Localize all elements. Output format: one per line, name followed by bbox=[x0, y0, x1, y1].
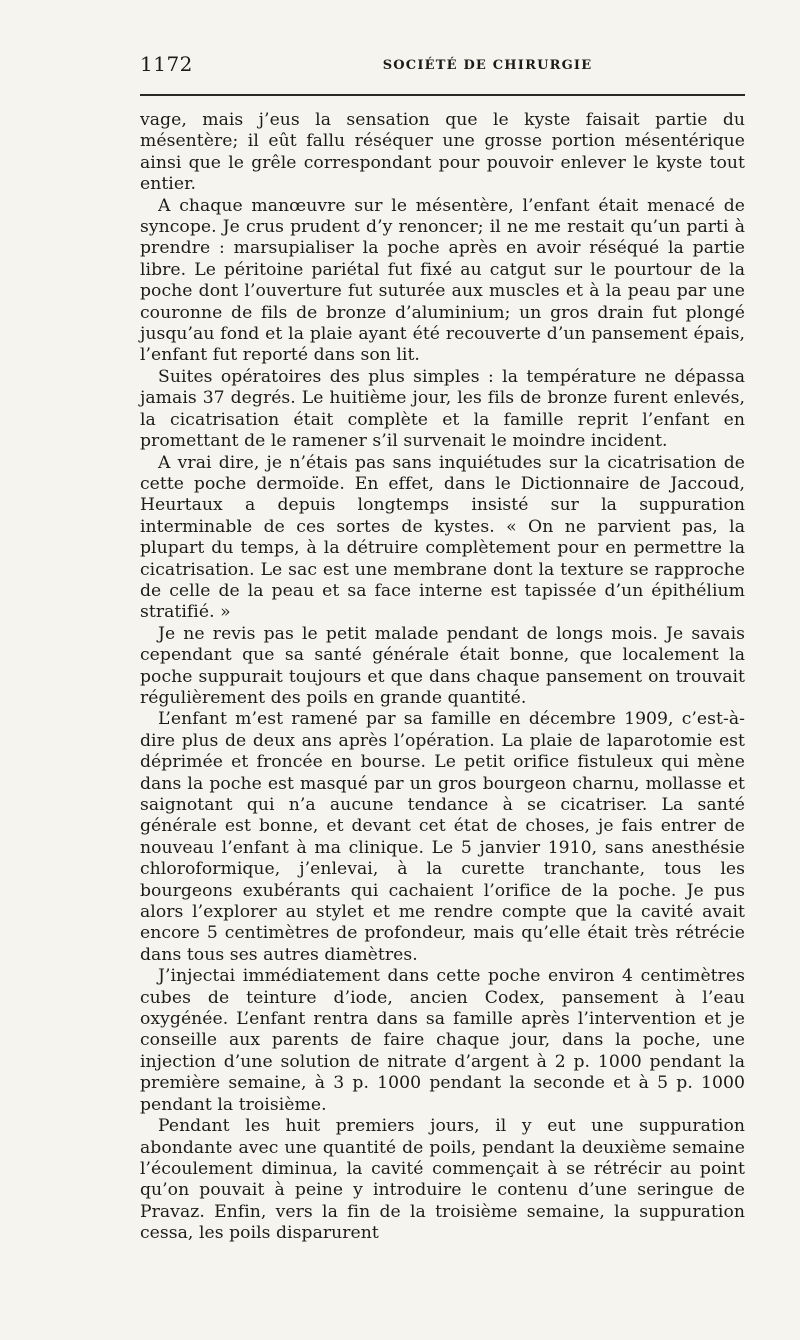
paragraph: Suites opératoires des plus simples : la température ne dépassa jamais 37 degrés. Le huitième jour, les fils de bronze furent enlevés, la cicatrisation était complète et la famille reprit l’enfant en promettant de le ramener s’il survenait le moindre incident. bbox=[140, 366, 745, 452]
paragraph: Je ne revis pas le petit malade pendant de longs mois. Je savais cependant que sa santé générale était bonne, que localement la poche suppurait toujours et que dans chaque pansement on trouvait régulièrement des poils en grande quantité. bbox=[140, 623, 745, 708]
page-number: 1172 bbox=[140, 52, 193, 76]
paragraph: J’injectai immédiatement dans cette poche environ 4 centimètres cubes de teinture d’iode, ancien Codex, pansement à l’eau oxygénée. L’enfant rentra dans sa famille après l’intervention et je conseille aux parents de faire chaque jour, dans la poche, une injection d’une solution de nitrate d’argent à 2 p. 1000 pendant la première semaine, à 3 p. 1000 pendant la seconde et à 5 p. 1000 pendant la troisième. bbox=[140, 966, 745, 1115]
paragraph: vage, mais j’eus la sensation que le kyste faisait partie du mésentère; il eût fallu réséquer une grosse portion mésentérique ainsi que le grêle correspondant pour pouvoir enlever le kyste tout entier. bbox=[140, 110, 745, 195]
paragraph: Pendant les huit premiers jours, il y eut une suppuration abondante avec une quantité de poils, pendant la deuxième semaine l’écoulement diminua, la cavité commençait à se rétrécir au point qu’on pouvait à peine y introduire le contenu d’une seringue de Pravaz. Enfin, vers la fin de la troisième semaine, la suppuration cessa, les poils disparurent bbox=[140, 1116, 745, 1244]
body-text bbox=[140, 110, 745, 1245]
running-title: SOCIÉTÉ DE CHIRURGIE bbox=[382, 58, 593, 73]
paragraph: A chaque manœuvre sur le mésentère, l’enfant était menacé de syncope. Je crus prudent d’y renoncer; il ne me restait qu’un parti à prendre : marsupialiser la poche après en avoir réséqué la partie libre. Le péritoine pariétal fut fixé au catgut sur le pourtour de la poche dont l’ouverture fut suturée aux muscles et à la peau par une couronne de fils de bronze d’aluminium; un gros drain fut plongé jusqu’au fond et la plaie ayant été recouverte d’un pansement épais, l’enfant fut reporté dans son lit. bbox=[140, 195, 745, 366]
paragraph: L’enfant m’est ramené par sa famille en décembre 1909, c’est-à-dire plus de deux ans après l’opération. La plaie de laparotomie est déprimée et froncée en bourse. Le petit orifice fistuleux qui mène dans la poche est masqué par un gros bourgeon charnu, mollasse et saignotant qui n’a aucune tendance à se cicatriser. La santé générale est bonne, et devant cet état de choses, je fais entrer de nouveau l’enfant à ma clinique. Le 5 janvier 1910, sans anesthésie chloroformique, j’enlevai, à la curette tranchante, tous les bourgeons exubérants qui cachaient l’orifice de la poche. Je pus alors l’explorer au stylet et me rendre compte que la cavité avait encore 5 centimètres de profondeur, mais qu’elle était très rétrécie dans tous ses autres diamètres. bbox=[140, 709, 745, 965]
header-rule bbox=[140, 94, 745, 96]
paragraph: A vrai dire, je n’étais pas sans inquiétudes sur la cicatrisation de cette poche dermoïde. En effet, dans le Dictionnaire de Jaccoud, Heurtaux a depuis longtemps insisté sur la suppuration interminable de ces sortes de kystes. « On ne parvient pas, la plupart du temps, à la détruire complètement pour en permettre la cicatrisation. Le sac est une membrane dont la texture se rapproche de celle de la peau et sa face interne est tapissée d’un épithélium stratifié. » bbox=[140, 452, 745, 623]
page-header bbox=[140, 52, 745, 82]
